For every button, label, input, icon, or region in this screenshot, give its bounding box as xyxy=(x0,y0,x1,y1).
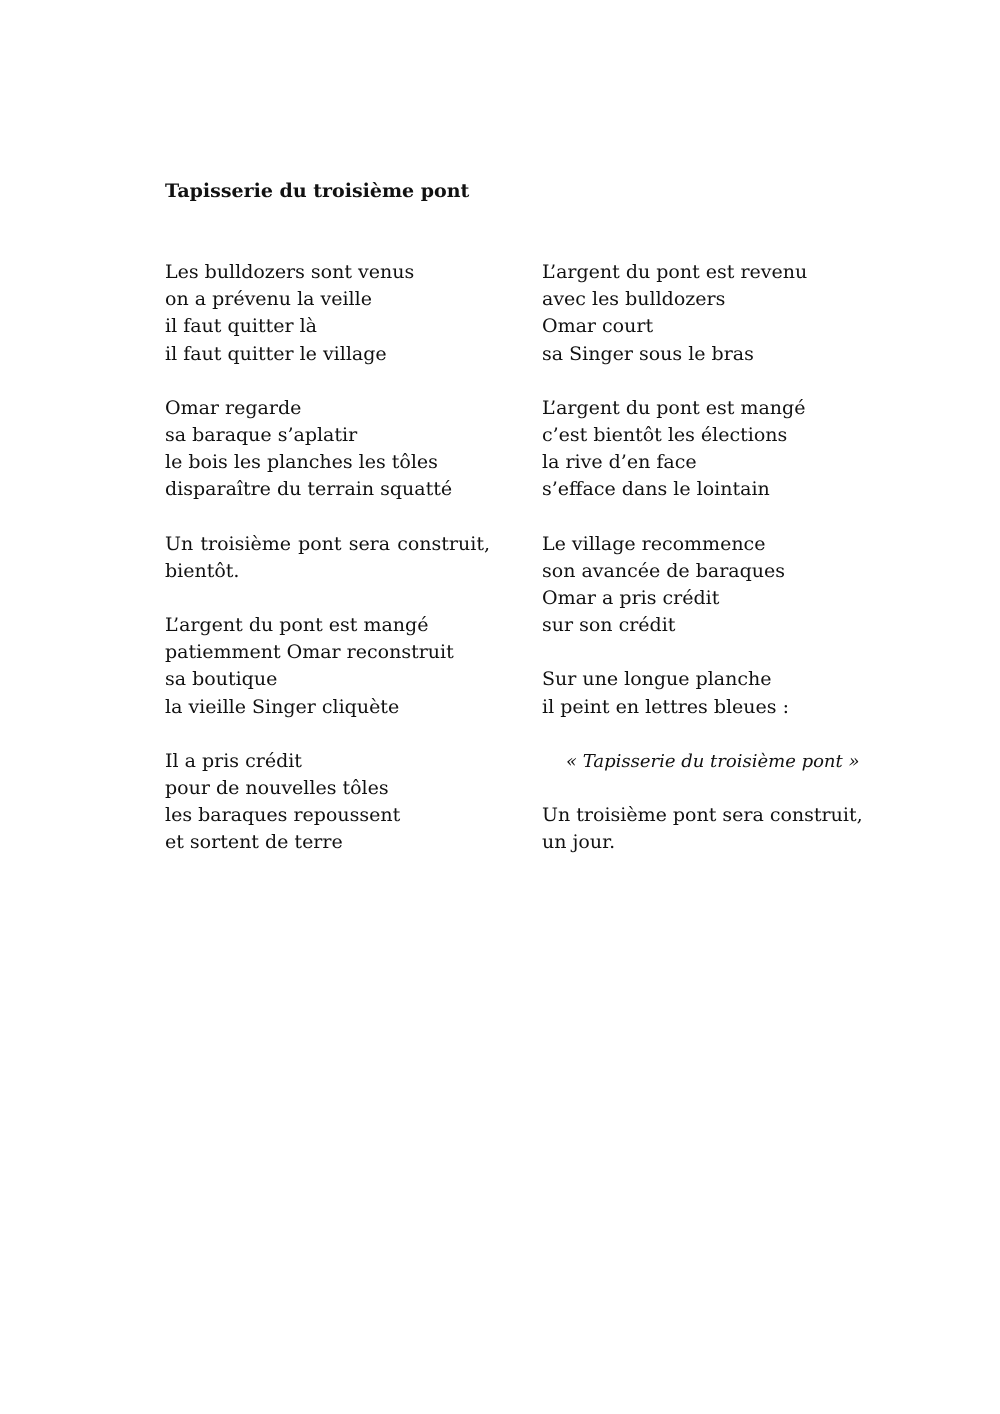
poem-line: Omar a pris crédit xyxy=(542,587,720,610)
poem-line: sa Singer sous le bras xyxy=(542,342,754,365)
poem-line: Sur une longue planche xyxy=(542,668,772,691)
poem-line: Un troisième pont sera construit, xyxy=(542,804,863,827)
poem-line: la rive d’en face xyxy=(542,451,697,474)
stanza xyxy=(542,531,842,640)
poem-line: son avancée de baraques xyxy=(542,559,786,582)
poem-line: sa boutique xyxy=(165,668,278,691)
stanza xyxy=(165,531,490,585)
poem-line: il faut quitter là xyxy=(165,315,317,338)
poem-line: il faut quitter le village xyxy=(165,342,387,365)
poem-line: L’argent du pont est revenu xyxy=(542,261,808,283)
poem-line: les baraques repoussent xyxy=(165,804,401,827)
poem-line: avec les bulldozers xyxy=(542,288,726,311)
poem-line: on a prévenu la veille xyxy=(165,288,372,311)
poem-line: le bois les planches les tôles xyxy=(165,451,438,474)
stanza xyxy=(542,666,842,720)
stanza xyxy=(165,748,490,857)
poem-title: Tapisserie du troisième pont xyxy=(165,180,470,202)
poem-line: Les bulldozers sont venus xyxy=(165,261,415,283)
poem-line: un jour. xyxy=(542,831,616,854)
poem-line: Omar regarde xyxy=(165,396,302,419)
poem-line: c’est bientôt les élections xyxy=(542,424,788,447)
poem-line: sur son crédit xyxy=(542,614,676,637)
poem-line: pour de nouvelles tôles xyxy=(165,777,389,800)
poem-line: disparaître du terrain squatté xyxy=(165,478,453,501)
poem-line: Le village recommence xyxy=(542,532,766,555)
poem-line: patiemment Omar reconstruit xyxy=(165,641,454,664)
poem-line: L’argent du pont est mangé xyxy=(542,396,806,419)
stanza xyxy=(165,612,490,721)
stanza-quote xyxy=(542,748,860,775)
poem-line: et sortent de terre xyxy=(165,831,343,854)
poem-line: Il a pris crédit xyxy=(165,749,302,772)
poem-line: Omar court xyxy=(542,315,654,338)
stanza xyxy=(165,395,490,504)
poem-column-right xyxy=(542,259,863,883)
poem-line: la vieille Singer cliquète xyxy=(165,695,400,718)
poem-line: sa baraque s’aplatir xyxy=(165,424,358,447)
poem-line: Un troisième pont sera construit, xyxy=(165,532,490,555)
poem-column-left xyxy=(165,259,490,884)
poem-line: il peint en lettres bleues : xyxy=(542,695,789,718)
stanza xyxy=(542,802,863,856)
quoted-title-line: « Tapisserie du troisième pont » xyxy=(566,750,860,772)
poem-line: s’efface dans le lointain xyxy=(542,478,770,501)
stanza xyxy=(165,259,490,368)
stanza xyxy=(542,259,842,368)
poem-line: bientôt. xyxy=(165,559,240,582)
stanza xyxy=(542,395,842,504)
poem-line: L’argent du pont est mangé xyxy=(165,614,429,637)
